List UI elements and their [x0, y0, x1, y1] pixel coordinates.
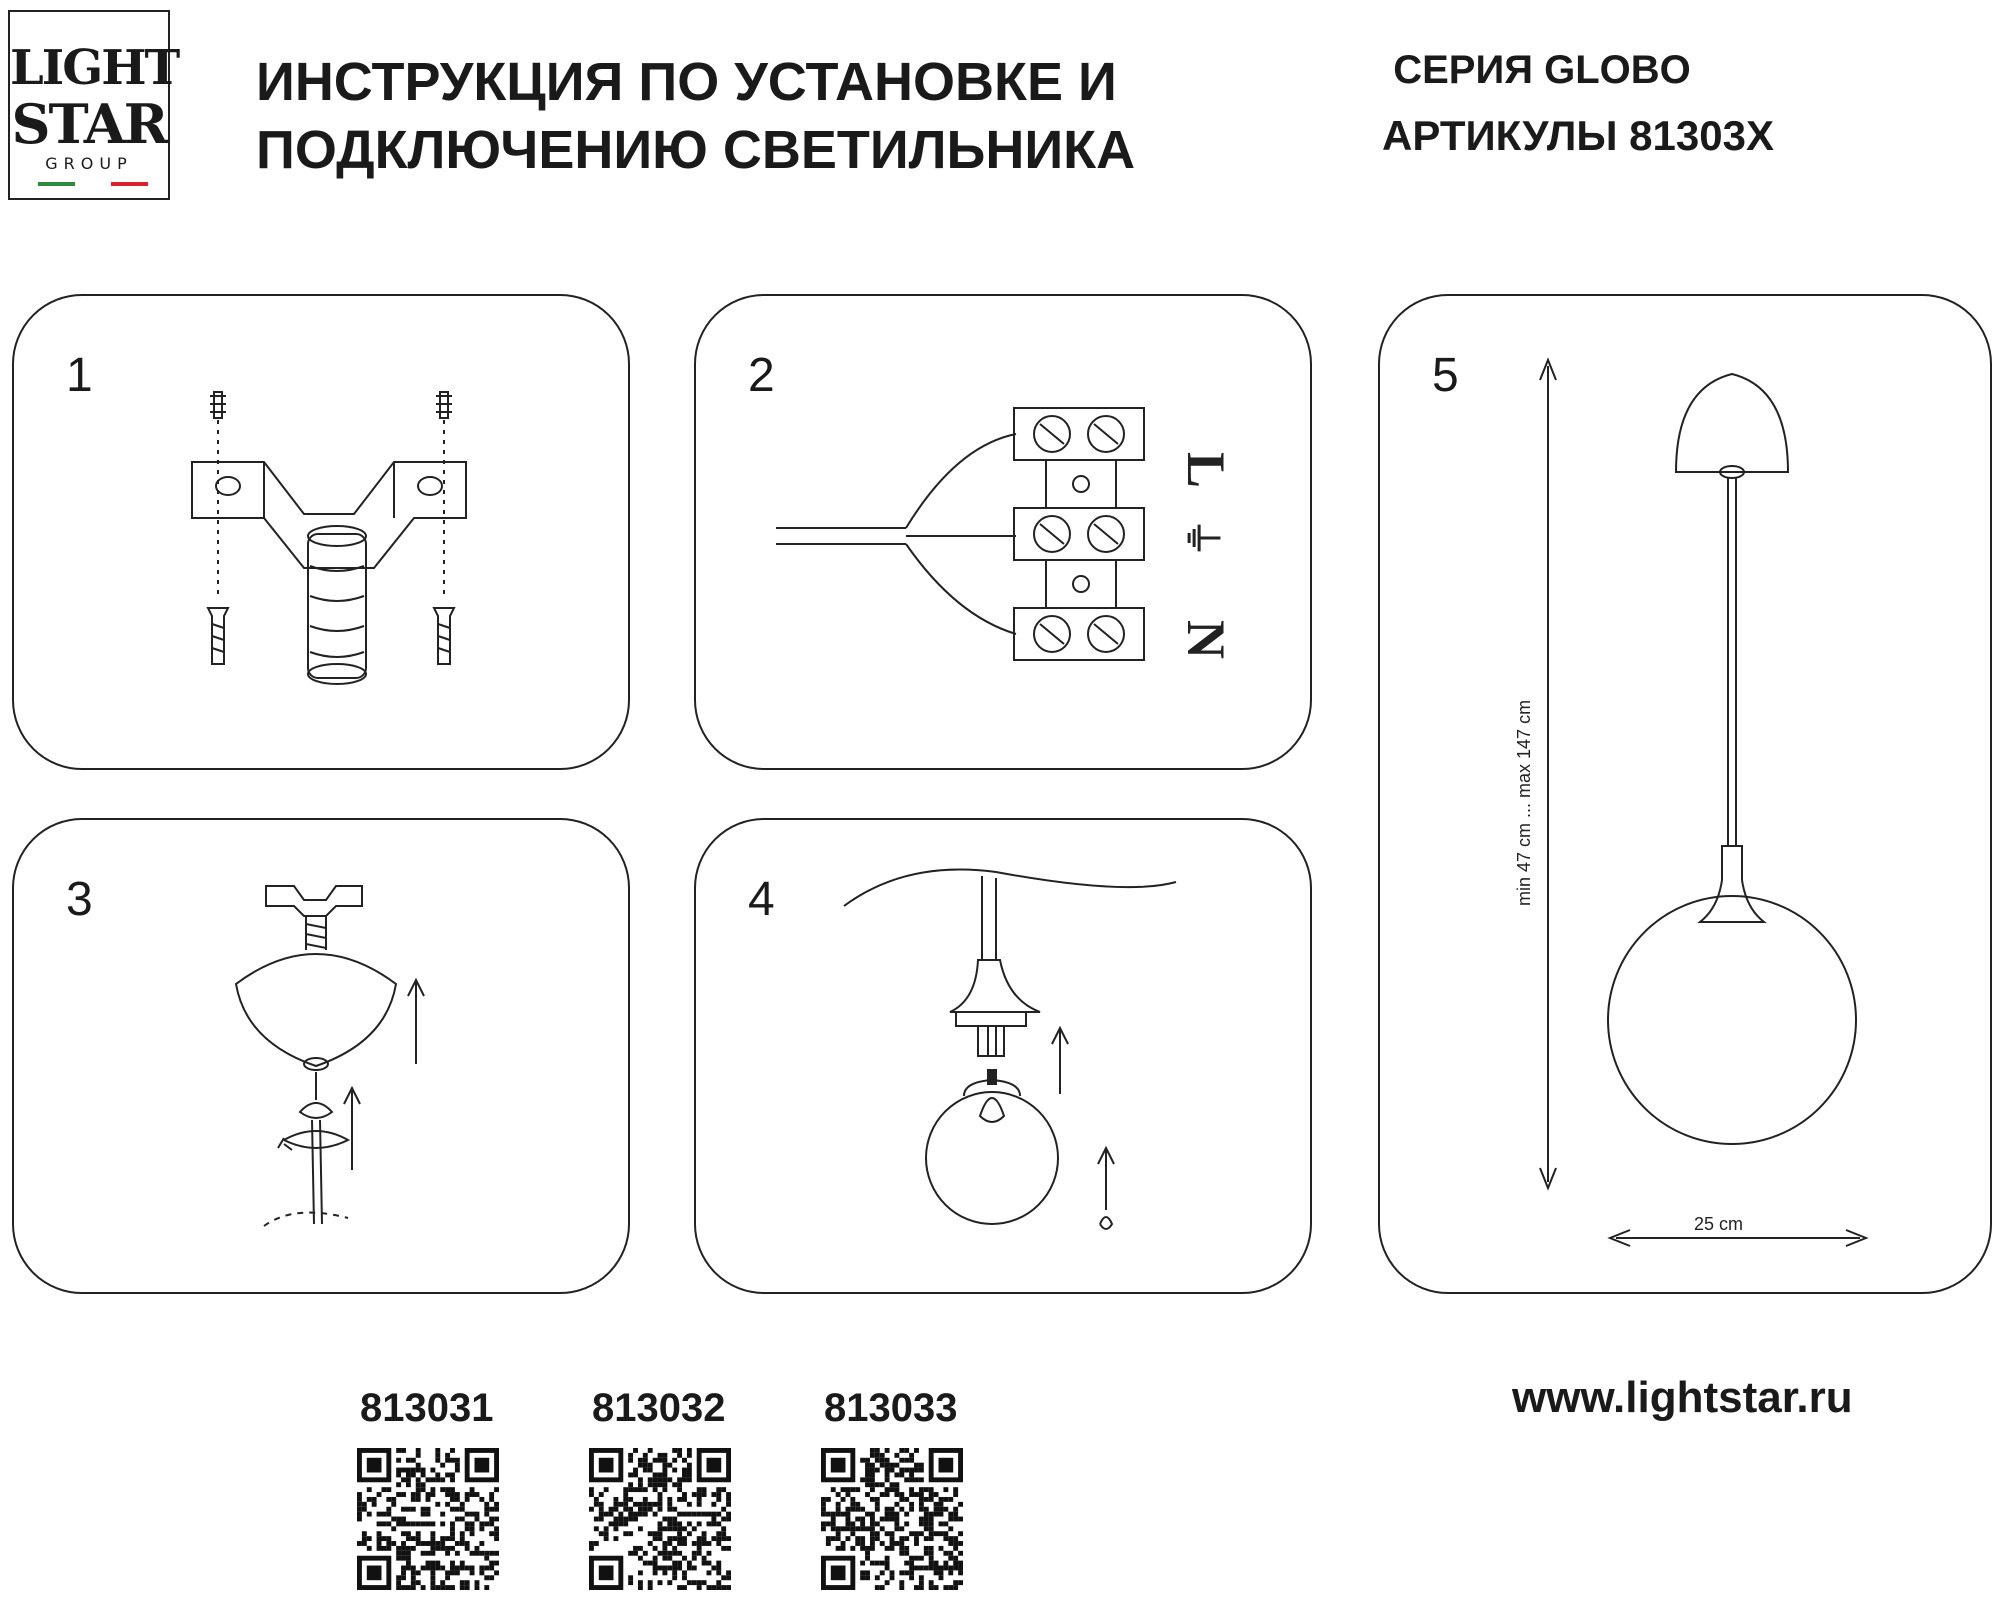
page-title: [256, 48, 1135, 184]
width-dimension-label: 25 cm: [1694, 1214, 1744, 1234]
series-label: СЕРИЯ GLOBO: [1393, 48, 1691, 92]
step-4-number: 4: [748, 873, 775, 926]
qr-code-icon[interactable]: [821, 1448, 963, 1590]
canopy-assembly-icon: [14, 820, 632, 1296]
step-5-number: 5: [1432, 349, 1459, 402]
step-3-panel: [12, 818, 630, 1294]
italian-flag-icon: [38, 182, 148, 186]
step-4-panel: [694, 818, 1312, 1294]
terminal-label-l: L: [1176, 452, 1236, 489]
step-2-panel: [694, 294, 1312, 770]
height-dimension-label: min 47 cm ... max 147 cm: [1514, 699, 1534, 906]
step-3-number: 3: [66, 873, 93, 926]
bulb-shade-assembly-icon: [696, 820, 1314, 1296]
step-5-panel: [1378, 294, 1992, 1294]
brand-line-1: LIGHT: [10, 40, 179, 96]
mounting-bracket-icon: [14, 296, 632, 772]
terminal-label-earth: ⏚: [1179, 518, 1224, 558]
pendant-dimensions-icon: [1380, 296, 1994, 1296]
qr-code-icon[interactable]: [589, 1448, 731, 1590]
brand-line-2: STAR: [11, 92, 167, 156]
qr-code-icon[interactable]: [357, 1448, 499, 1590]
product-code-1: 813031: [360, 1386, 494, 1430]
product-code-3: 813033: [824, 1386, 958, 1430]
title-line-2: ПОДКЛЮЧЕНИЮ СВЕТИЛЬНИКА: [256, 120, 1136, 180]
title-line-1: ИНСТРУКЦИЯ ПО УСТАНОВКЕ И: [256, 52, 1117, 112]
step-1-number: 1: [66, 349, 93, 402]
articles-label: АРТИКУЛЫ 81303Х: [1382, 112, 1774, 159]
brand-logo: [8, 10, 179, 200]
step-1-panel: [12, 294, 630, 770]
terminal-label-n: N: [1176, 620, 1236, 659]
brand-line-3: GROUP: [45, 154, 133, 173]
step-2-number: 2: [748, 349, 775, 402]
terminal-block-icon: [696, 296, 1314, 772]
website-link[interactable]: www.lightstar.ru: [1512, 1373, 1853, 1422]
product-code-2: 813032: [592, 1386, 726, 1430]
